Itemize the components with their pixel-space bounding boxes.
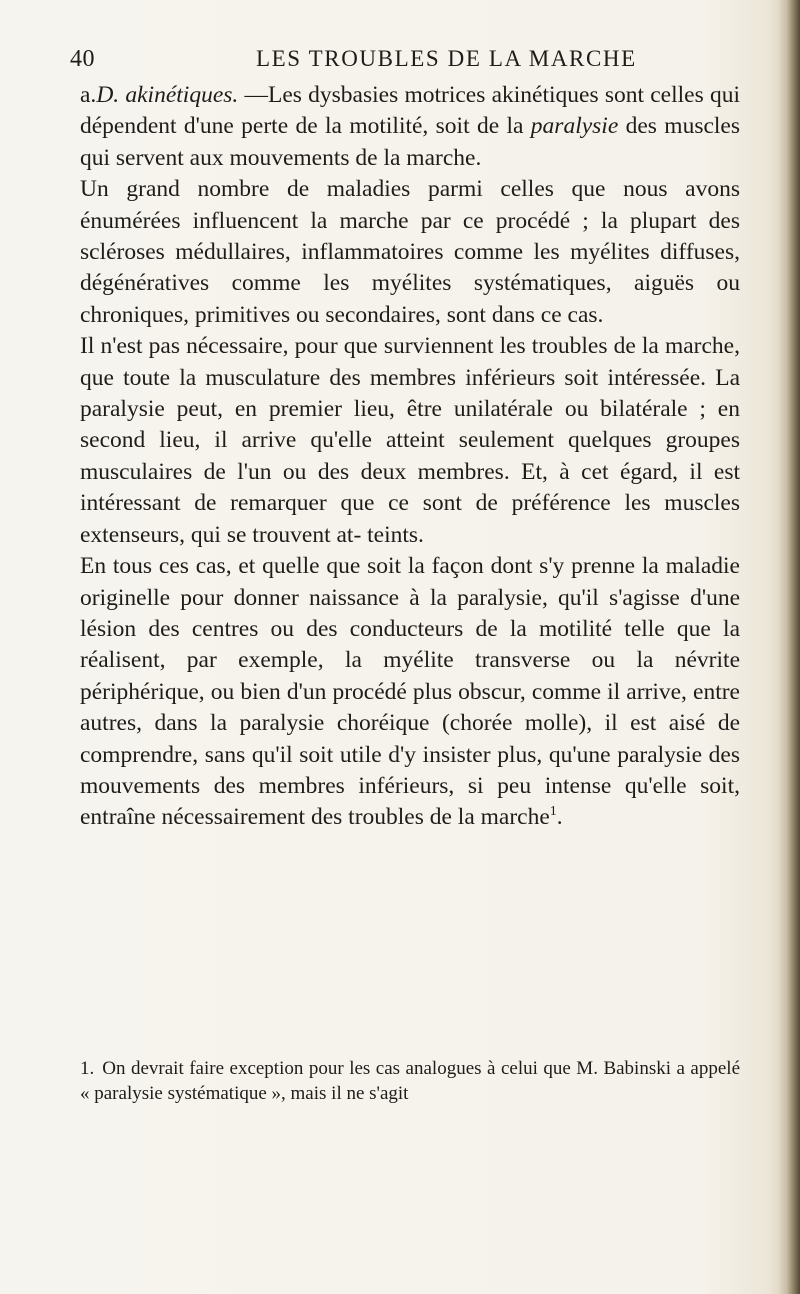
paragraph-3-text: Il n'est pas nécessaire, pour que surviennent les troubles de la marche, que toute la musculature des membres inférieurs soit intéressée. La paralysie peut, en premier lieu, être unilatérale ou bilatérale ; en second lieu, il arrive qu'elle atteint seulement quelques groupes musculaires de l'un ou des deux membres. Et, à cet égard, il est intéressant de remarquer que ce sont de préférence les muscles extenseurs, qui se trouvent at- teints. (80, 333, 740, 548)
paragraph-2-text: Un grand nombre de maladies parmi celles que nous avons énumérées influencent la marche par ce procédé ; la plupart des scléroses médullaires, inflammatoires comme les myélites diffuses, dégénératives comme les myélites systématiques, aiguës ou chroniques, primitives ou secondaires, sont dans ce cas. (80, 176, 740, 328)
paragraph-3 (80, 331, 740, 551)
paragraph-4 (80, 551, 740, 834)
section-paragraph (80, 80, 740, 174)
running-title: LES TROUBLES DE LA MARCHE (256, 46, 637, 71)
emphasis-paralysie: paralysie (530, 113, 619, 140)
page-number: 40 (70, 46, 95, 72)
footnote-reference[interactable]: 1 (549, 804, 557, 820)
paragraph-2 (80, 174, 740, 331)
body-text (80, 80, 740, 834)
spine-shadow (778, 0, 800, 1294)
footnote-text: On devrait faire exception pour les cas analogues à celui que M. Babinski a appelé « paralysie systématique », mais il ne s'agit (80, 1058, 740, 1104)
paragraph-4-text: En tous ces cas, et quelle que soit la façon dont s'y prenne la maladie originelle pour donner naissance à la paralysie, qu'il s'agisse d'une lésion des centres ou des conducteurs de la motilité telle que la réalisent, par exemple, la myélite transverse ou la névrite périphérique, ou bien d'un procédé plus obscur, comme il arrive, entre autres, dans la paralysie choréique (chorée molle), il est aisé de comprendre, sans qu'il soit utile d'y insister plus, qu'une paralysie des mouvements des membres inférieurs, si peu intense qu'elle soit, entraîne nécessairement des troubles de la marche (80, 553, 740, 831)
section-tail-text: des muscles qui servent aux mouvements de la marche. (80, 113, 740, 171)
footnote-line (80, 1056, 740, 1106)
footnote-mark: 1. (80, 1058, 95, 1079)
section-lead-text: —Les dysbasies motrices akinétiques sont celles qui dépendent d'une perte de la motilité, soit de la (80, 82, 740, 140)
footnote (80, 1056, 740, 1106)
paragraph-4-end: . (556, 804, 563, 831)
section-label: a. (80, 82, 97, 108)
section-title: D. akinétiques. (96, 82, 239, 108)
running-head (70, 38, 750, 78)
